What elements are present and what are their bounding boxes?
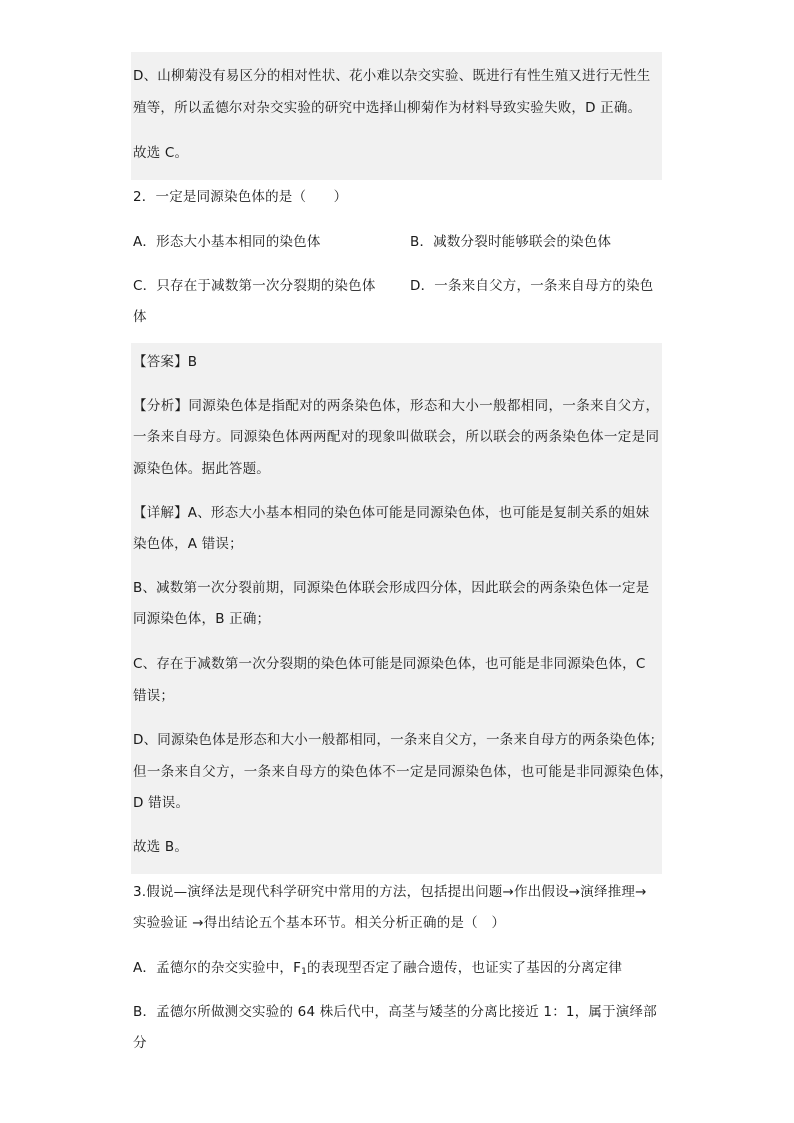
- q3-stem: 3.假说—演绎法是现代科学研究中常用的方法，包括提出问题→作出假设→演绎推理→: [133, 884, 647, 900]
- q1-option-d-explanation-cont: 殖等，所以孟德尔对杂交实验的研究中选择山柳菊作为材料导致实验失败，D 正确。: [133, 100, 642, 116]
- q3-option-b-cont: 分: [133, 1035, 147, 1051]
- q2-conclusion: 故选 B。: [133, 839, 189, 855]
- q2-detail-a-cont: 染色体，A 错误；: [133, 536, 243, 552]
- q2-answer: 【答案】B: [133, 354, 198, 370]
- q2-detail-c-cont: 错误；: [133, 688, 175, 704]
- q3-option-a-text-end: 的表现型否定了融合遗传，也证实了基因的分离定律: [307, 960, 623, 976]
- q2-stem: 2．一定是同源染色体的是（ ）: [133, 189, 348, 205]
- q2-detail-c: C、存在于减数第一次分裂期的染色体可能是同源染色体，也可能是非同源染色体，C: [133, 656, 646, 672]
- q3-option-a-text: A．孟德尔的杂交实验中，F: [133, 960, 302, 976]
- q2-option-d-wrap: 体: [133, 309, 147, 325]
- q2-detail-d-end: D 错误。: [133, 795, 190, 811]
- q2-analysis: 【分析】同源染色体是指配对的两条染色体，形态和大小一般都相同，一条来自父方，: [133, 398, 660, 414]
- q3-option-b: B．孟德尔所做测交实验的 64 株后代中，高茎与矮茎的分离比接近 1：1，属于演绎部: [133, 1004, 657, 1020]
- q2-option-a: A．形态大小基本相同的染色体: [133, 234, 321, 250]
- q2-detail-b-cont: 同源染色体，B 正确；: [133, 611, 271, 627]
- q2-detail-b: B、减数第一次分裂前期，同源染色体联会形成四分体，因此联会的两条染色体一定是: [133, 580, 650, 596]
- q2-option-d: D．一条来自父方，一条来自母方的染色: [410, 278, 654, 294]
- q3-option-a: [133, 958, 622, 978]
- q3-stem-cont: 实验验证 →得出结论五个基本环节。相关分析正确的是（ ）: [133, 915, 506, 931]
- q3-option-a-subscript: 1: [301, 967, 308, 977]
- q2-option-b: B．减数分裂时能够联会的染色体: [410, 234, 612, 250]
- q1-conclusion: 故选 C。: [133, 145, 189, 161]
- q2-option-c: C．只存在于减数第一次分裂期的染色体: [133, 278, 376, 294]
- q2-detail-d: D、同源染色体是形态和大小一般都相同，一条来自父方，一条来自母方的两条染色体;: [133, 732, 656, 748]
- q2-detail-a: 【详解】A、形态大小基本相同的染色体可能是同源染色体，也可能是复制关系的姐妹: [133, 505, 650, 521]
- q2-analysis-cont: 一条来自母方。同源染色体两两配对的现象叫做联会，所以联会的两条染色体一定是同: [133, 429, 660, 445]
- q2-analysis-end: 源染色体。据此答题。: [133, 461, 270, 477]
- q1-option-d-explanation: D、山柳菊没有易区分的相对性状、花小难以杂交实验、既进行有性生殖又进行无性生: [133, 68, 651, 84]
- q2-detail-d-cont: 但一条来自父方，一条来自母方的染色体不一定是同源染色体，也可能是非同源染色体，: [133, 764, 674, 780]
